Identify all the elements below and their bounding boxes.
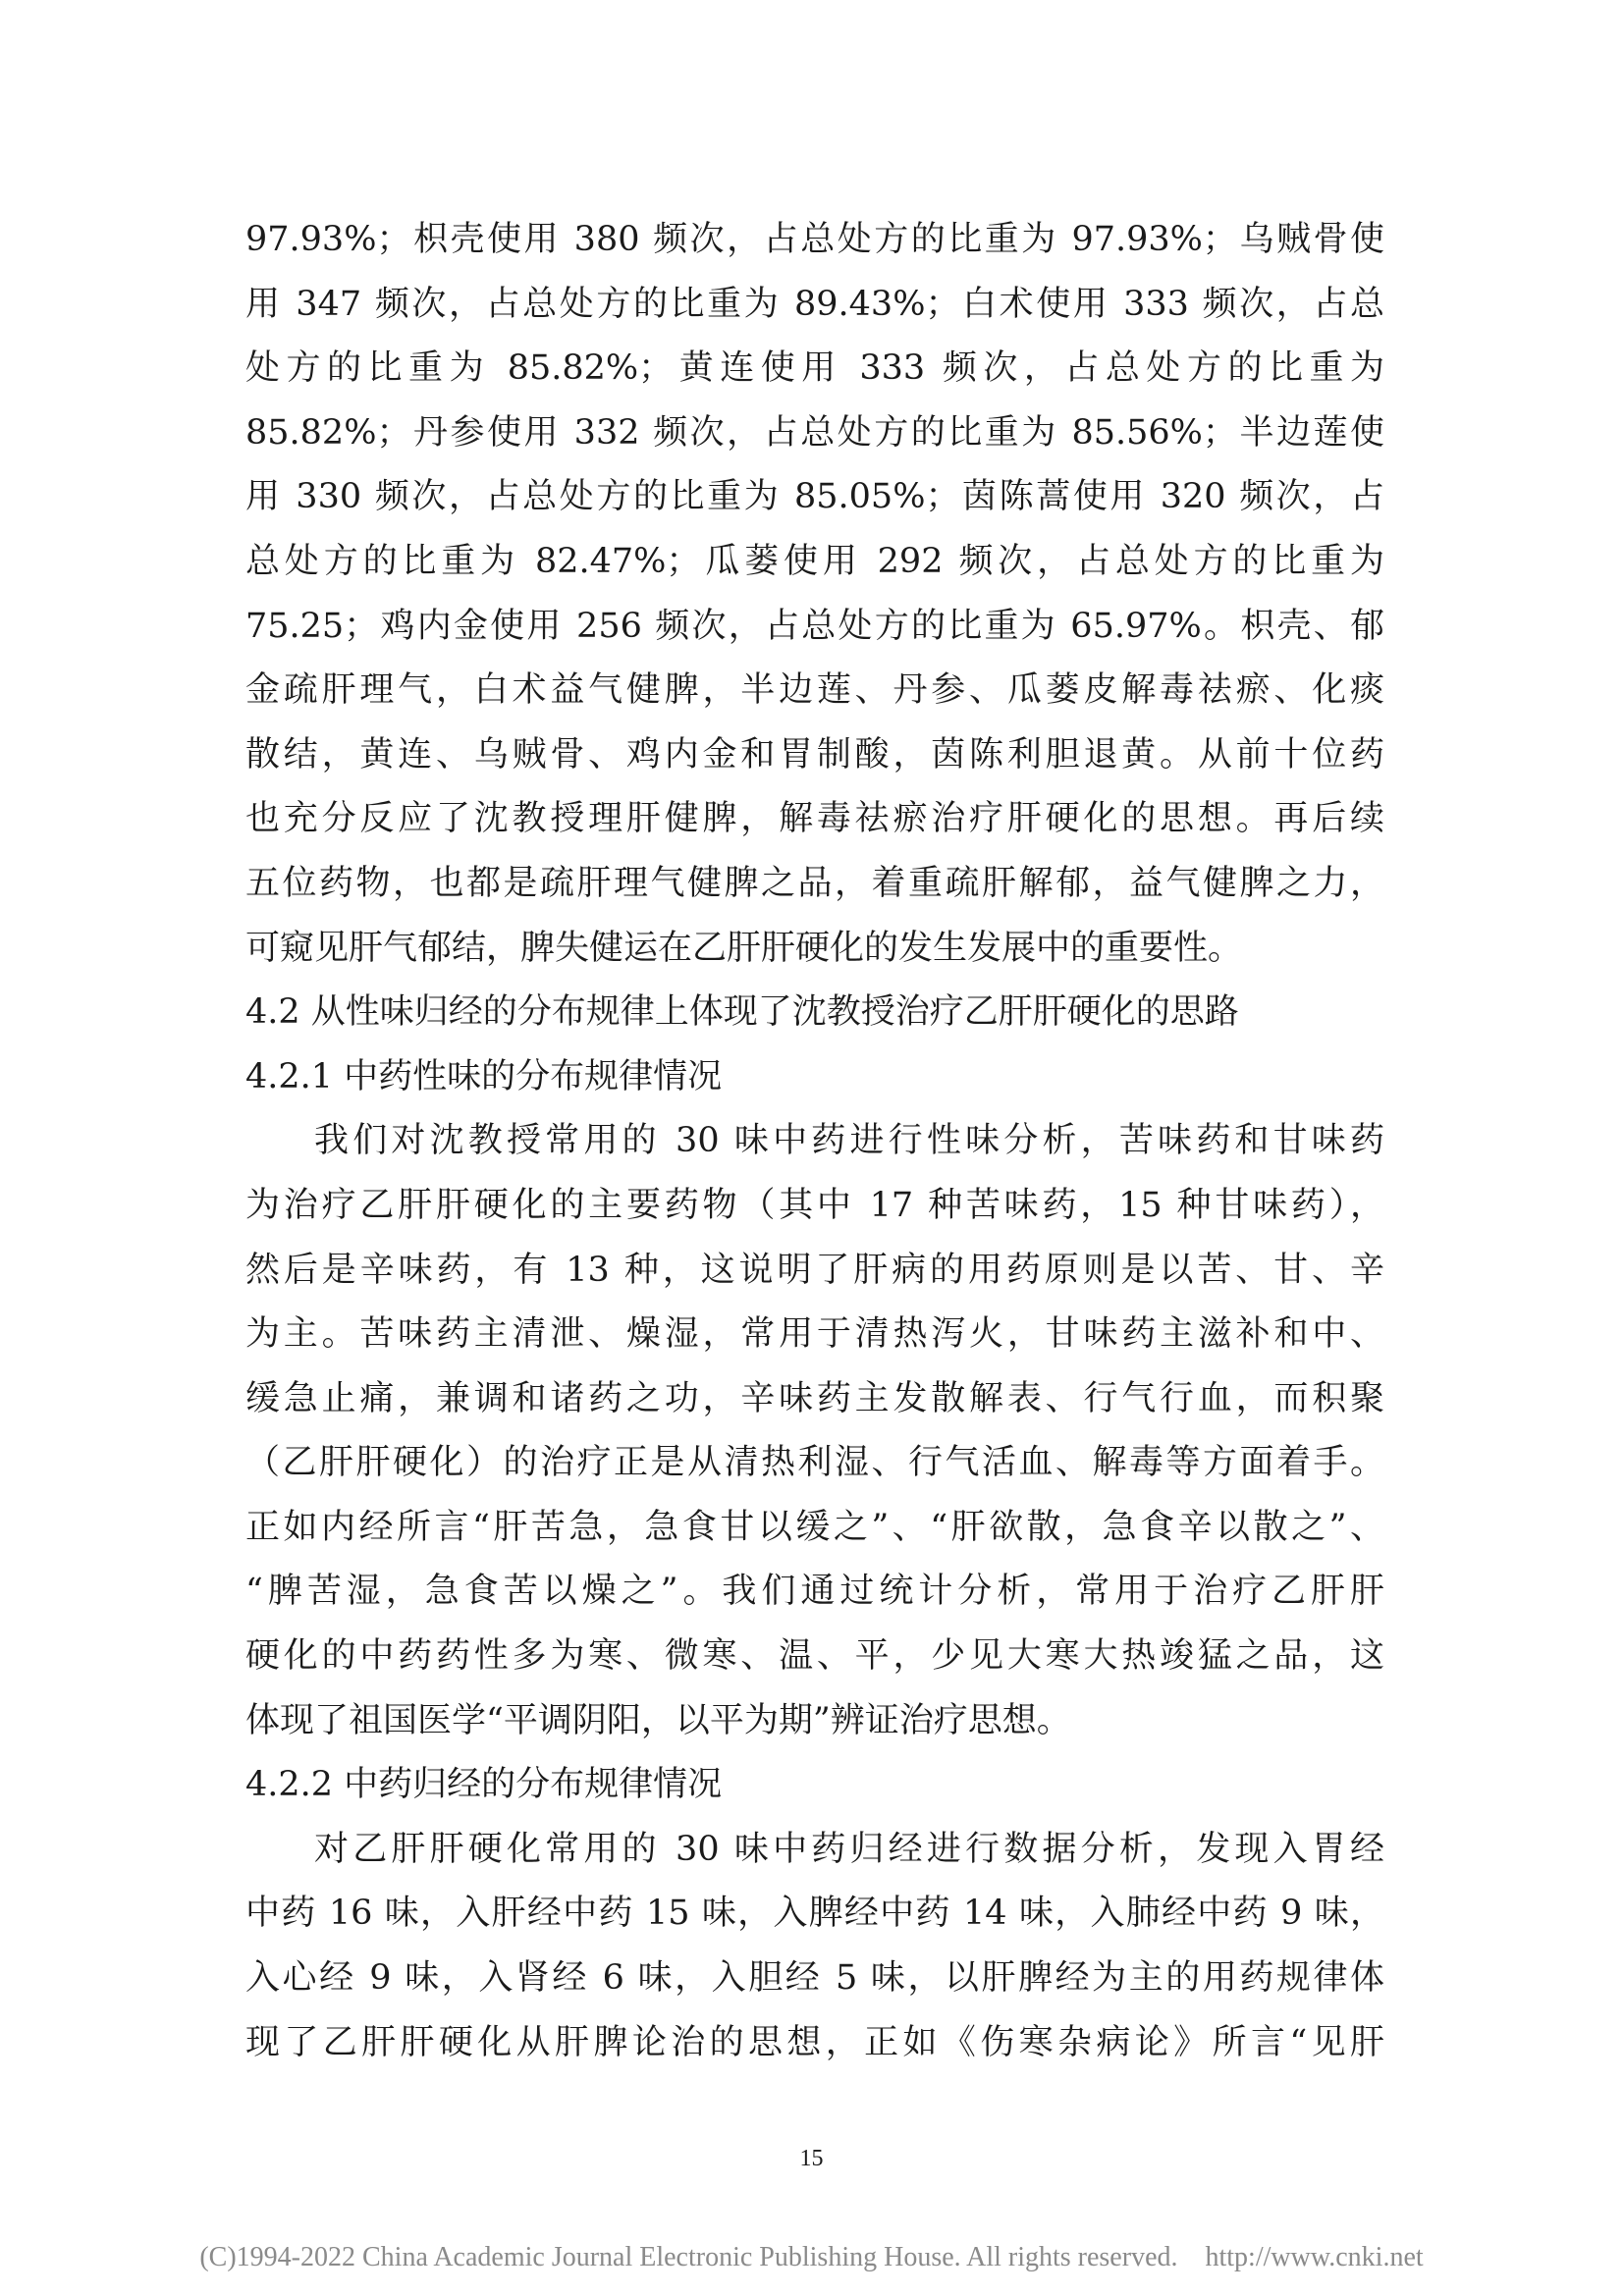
paragraph-line: 现了乙肝肝硬化从肝脾论治的思想，正如《伤寒杂病论》所言“见肝 xyxy=(245,2022,1384,2062)
paragraph-line: 用 330 频次，占总处方的比重为 85.05%；茵陈蒿使用 320 频次，占 xyxy=(245,477,1384,517)
copyright-text: (C)1994-2022 China Academic Journal Electronic Publishing House. All rights reserved. xyxy=(199,2242,1178,2272)
paragraph-line: 为治疗乙肝肝硬化的主要药物（其中 17 种苦味药，15 种甘味药）， xyxy=(245,1185,1384,1225)
footer-url[interactable]: http://www.cnki.net xyxy=(1205,2242,1424,2272)
paragraph-line: 五位药物，也都是疏肝理气健脾之品，着重疏肝解郁，益气健脾之力， xyxy=(245,863,1384,903)
body-text xyxy=(245,208,1384,2075)
paragraph-line: 为主。苦味药主清泄、燥湿，常用于清热泻火，甘味药主滋补和中、 xyxy=(245,1314,1384,1355)
paragraph-line: 75.25；鸡内金使用 256 频次，占总处方的比重为 65.97%。枳壳、郁 xyxy=(245,606,1384,646)
paragraph-line: 85.82%；丹参使用 332 频次，占总处方的比重为 85.56%；半边莲使 xyxy=(245,412,1384,453)
paragraph-line: 金疏肝理气，白术益气健脾，半边莲、丹参、瓜蒌皮解毒祛瘀、化痰 xyxy=(245,670,1384,711)
paragraph-line: 然后是辛味药，有 13 种，这说明了肝病的用药原则是以苦、甘、辛 xyxy=(245,1250,1384,1290)
paragraph-line: 97.93%；枳壳使用 380 频次，占总处方的比重为 97.93%；乌贼骨使 xyxy=(245,220,1384,259)
paragraph-line: “脾苦湿，急食苦以燥之”。我们通过统计分析，常用于治疗乙肝肝 xyxy=(245,1572,1384,1612)
footer-copyright xyxy=(0,2242,1623,2273)
paragraph-line: 也充分反应了沈教授理肝健脾，解毒祛瘀治疗肝硬化的思想。再后续 xyxy=(245,799,1384,839)
paragraph-line: 用 347 频次，占总处方的比重为 89.43%；白术使用 333 频次，占总 xyxy=(245,284,1384,324)
paragraph-line: 我们对沈教授常用的 30 味中药进行性味分析，苦味药和甘味药 xyxy=(314,1121,1384,1161)
paragraph-line: 总处方的比重为 82.47%；瓜蒌使用 292 频次，占总处方的比重为 xyxy=(245,541,1384,581)
paragraph-line: 体现了祖国医学“平调阴阳，以平为期”辨证治疗思想。 xyxy=(245,1700,1071,1740)
paragraph-line: 对乙肝肝硬化常用的 30 味中药归经进行数据分析，发现入胃经 xyxy=(314,1829,1384,1869)
page-number: 15 xyxy=(799,2146,824,2171)
paragraph-line: 缓急止痛，兼调和诸药之功，辛味药主发散解表、行气行血，而积聚 xyxy=(245,1378,1384,1418)
paragraph-line: 可窥见肝气郁结，脾失健运在乙肝肝硬化的发生发展中的重要性。 xyxy=(245,928,1243,968)
paragraph-line: （乙肝肝硬化）的治疗正是从清热利湿、行气活血、解毒等方面着手。 xyxy=(245,1443,1384,1483)
paragraph-line: 入心经 9 味，入肾经 6 味，入胆经 5 味，以肝脾经为主的用药规律体 xyxy=(245,1958,1384,1999)
paragraph-line: 硬化的中药药性多为寒、微寒、温、平，少见大寒大热竣猛之品，这 xyxy=(245,1636,1384,1677)
subsection-heading-4-2-2: 4.2.2 中药归经的分布规律情况 xyxy=(245,1765,723,1805)
paragraph-line: 中药 16 味，入肝经中药 15 味，入脾经中药 14 味，入肺经中药 9 味， xyxy=(245,1894,1384,1934)
paragraph-line: 处方的比重为 85.82%；黄连使用 333 频次，占总处方的比重为 xyxy=(245,348,1384,389)
paragraph-line: 正如内经所言“肝苦急，急食甘以缓之”、“肝欲散，急食辛以散之”、 xyxy=(245,1507,1384,1547)
subsection-heading-4-2-1: 4.2.1 中药性味的分布规律情况 xyxy=(245,1056,723,1096)
section-heading-4-2: 4.2 从性味归经的分布规律上体现了沈教授治疗乙肝肝硬化的思路 xyxy=(245,992,1239,1033)
paragraph-line: 散结，黄连、乌贼骨、鸡内金和胃制酸，茵陈利胆退黄。从前十位药 xyxy=(245,734,1384,774)
